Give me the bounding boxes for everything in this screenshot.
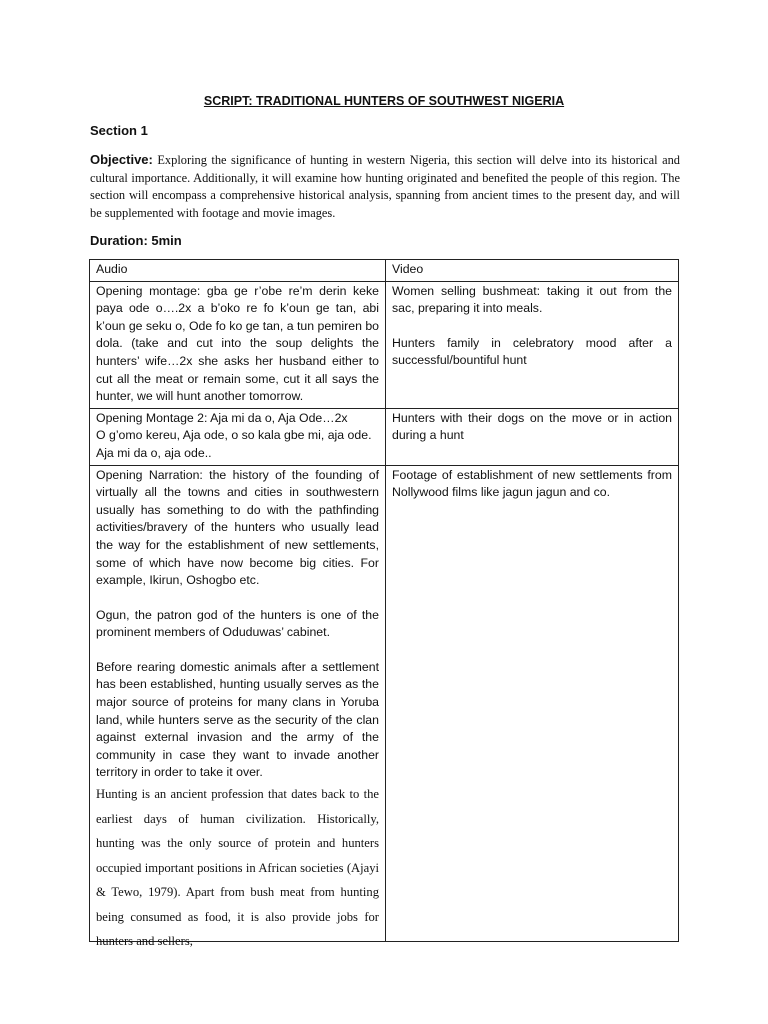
video-cell (386, 465, 679, 941)
audio-text: Opening Montage 2: Aja mi da o, Aja Ode…2x (96, 410, 348, 425)
header-audio: Audio (90, 260, 386, 282)
audio-text: Aja mi da o, aja ode.. (96, 445, 212, 460)
video-text: Women selling bushmeat: taking it out from the sac, preparing it into meals. (392, 283, 672, 316)
document-title: SCRIPT: TRADITIONAL HUNTERS OF SOUTHWEST NIGERIA (203, 94, 565, 108)
audio-cell (90, 281, 386, 408)
audio-text: Opening Narration: the history of the founding of virtually all the towns and cities in southwestern usually has something to do with the pathfinding activities/bravery of the hunters who usually lead the way for the establishment of new settlements, some of which have now become big cities. For example, Ikirun, Oshogbo etc. (96, 467, 379, 588)
table-row (90, 408, 679, 465)
video-cell (386, 281, 679, 408)
objective-paragraph (90, 151, 680, 222)
audio-text-serif: Hunting is an ancient profession that dates back to the earliest days of human civilization. Historically, hunting was the only source of protein and hunters occupied important positions in African societies (Ajayi & Tewo, 1979). Apart from bush meat from hunting being consumed as food, it is also provide jobs for hunters and sellers, (96, 787, 379, 949)
objective-text: Exploring the significance of hunting in western Nigeria, this section will delve into its historical and cultural importance. Additionally, it will examine how hunting originated and benefited the people of this region. The section will encompass a comprehensive historical analysis, spanning from ancient times to the present day, and will be supplemented with footage and movie images. (90, 153, 680, 220)
audio-text: Ogun, the patron god of the hunters is one of the prominent members of Oduduwas’ cabinet. (96, 607, 379, 640)
video-text: Hunters with their dogs on the move or in action during a hunt (392, 410, 672, 443)
audio-cell (90, 408, 386, 465)
audio-text: Before rearing domestic animals after a settlement has been established, hunting usually serves as the major source of proteins for many clans in Yoruba land, while hunters serve as the security of the clan against external invasion and the army of the community in case they want to invade another territory in order to take it over. (96, 659, 379, 780)
duration-label: Duration: 5min (90, 233, 182, 248)
table-row (90, 465, 679, 941)
audio-cell-content (96, 467, 379, 949)
audio-text: O g’omo kereu, Aja ode, o so kala gbe mi, aja ode. (96, 428, 372, 443)
header-video: Video (386, 260, 679, 282)
table-header-row (90, 260, 679, 282)
audio-cell (90, 465, 386, 949)
section-heading: Section 1 (90, 123, 148, 138)
objective-label: Objective: (90, 152, 153, 167)
audio-text: Opening montage: gba ge r’obe re’m derin keke paya ode o….2x a b’oko re fo k’oun ge tan, abi k’oun ge seku o, Ode fo ko ge tan, a tun pemiren bo dola. (take and cut into the soup delights the hunters’ wife…2x she asks her husband either to cut all the meat or remain some, cut it all says the hunter, we will hunt another tomorrow. (96, 283, 380, 404)
table-row (90, 281, 679, 408)
video-text: Hunters family in celebratory mood after a successful/bountiful hunt (392, 335, 672, 368)
video-text: Footage of establishment of new settlements from Nollywood films like jagun jagun and co. (392, 467, 672, 500)
video-cell (386, 408, 679, 465)
script-table (89, 259, 679, 949)
